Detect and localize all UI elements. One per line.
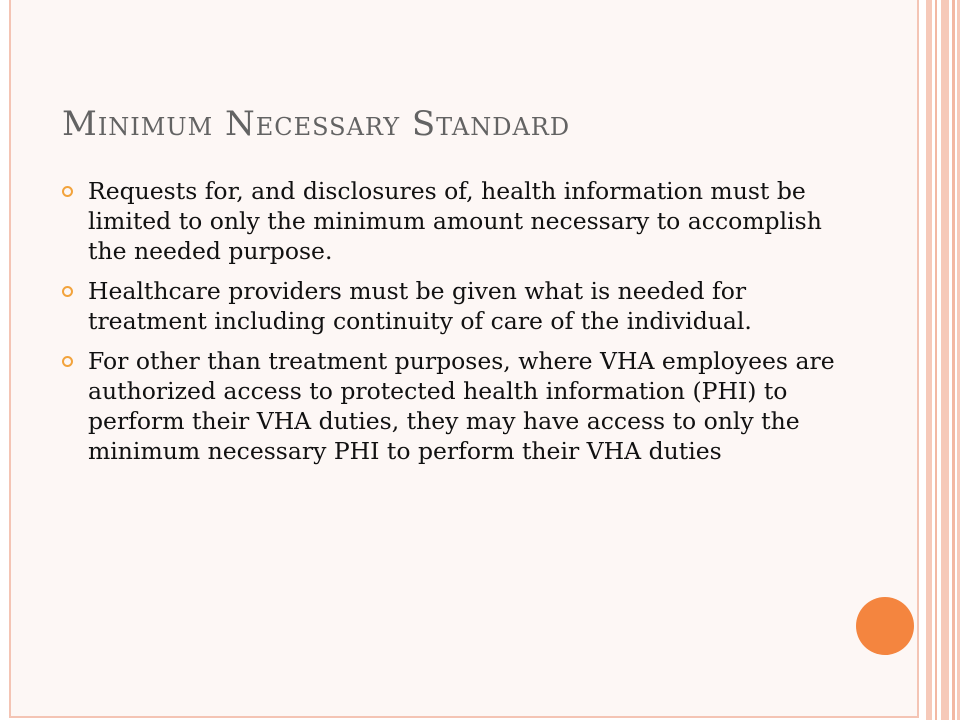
decorative-stripe: [935, 0, 937, 720]
bullet-circle-icon: [62, 186, 73, 197]
orange-circle-decoration-icon: [856, 597, 914, 655]
bullet-circle-icon: [62, 356, 73, 367]
decorative-stripe: [926, 0, 932, 720]
decorative-stripe: [952, 0, 955, 720]
bullet-text: For other than treatment purposes, where VHA employees are authorized access to protected health information (PHI) to perform their VHA duties, they may have access to only the minimum necessary PHI to perform their VHA duties: [88, 347, 835, 465]
bullet-item: [62, 346, 862, 466]
bullet-text: Healthcare providers must be given what is needed for treatment including continuity of care of the individual.: [88, 277, 752, 335]
bullet-item: [62, 176, 862, 266]
decorative-stripe: [941, 0, 949, 720]
slide-title: Minimum Necessary Standard: [62, 104, 571, 144]
bullet-circle-icon: [62, 286, 73, 297]
bullet-item: [62, 276, 862, 336]
bullet-text: Requests for, and disclosures of, health information must be limited to only the minimum amount necessary to accomplish the needed purpose.: [88, 177, 822, 265]
bullet-list: [62, 176, 862, 476]
